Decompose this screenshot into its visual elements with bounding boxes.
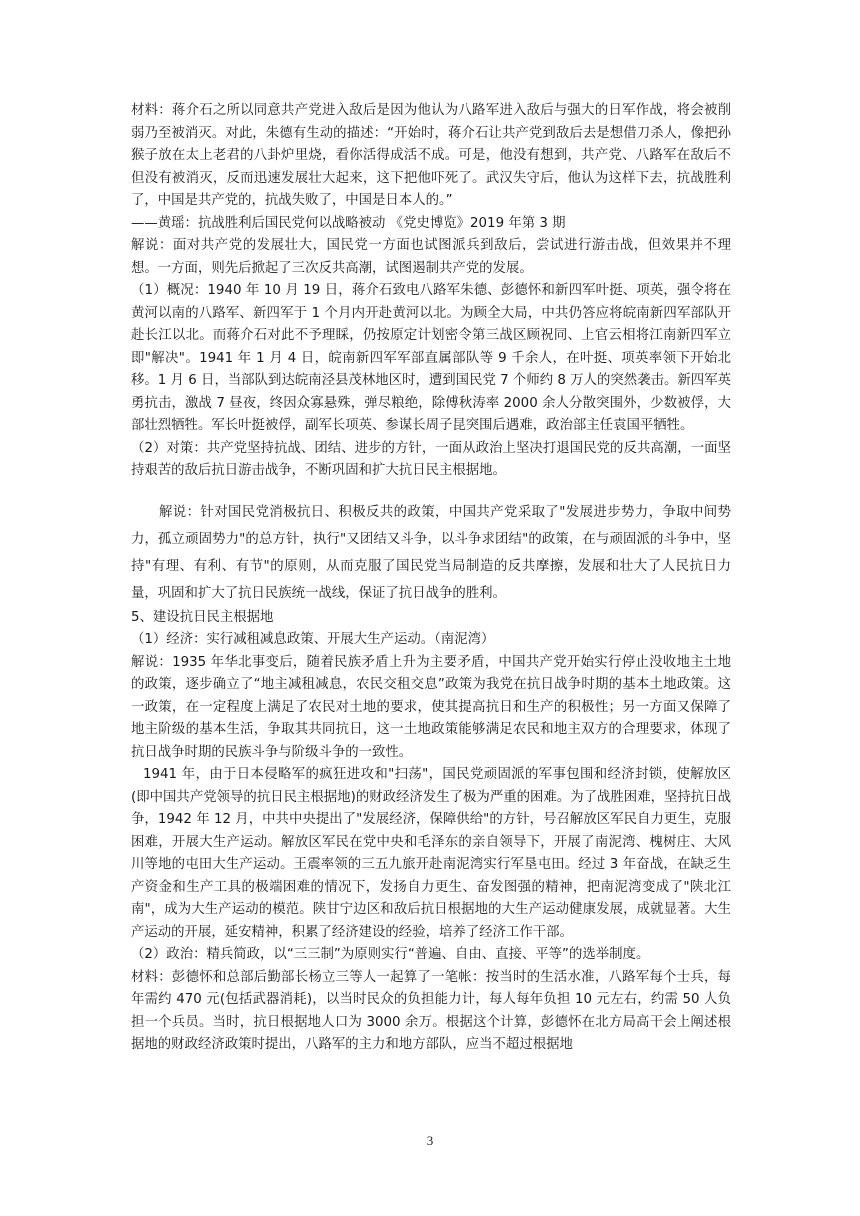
commentary-paragraph-1: 解说：面对共产党的发展壮大，国民党一方面也试图派兵到敌后，尝试进行游击战，但效果并不理想。一方面，则先后掀起了三次反共高潮，试图遏制共产党的发展。 bbox=[131, 238, 731, 276]
countermeasure-paragraph: （2）对策：共产党坚持抗战、团结、进步的方针，一面从政治上坚决打退国民党的反共高潮，一面坚持艰苦的敌后抗日游击战争，不断巩固和扩大抗日民主根据地。 bbox=[131, 440, 731, 478]
paragraph-spacer bbox=[131, 483, 731, 499]
page-body bbox=[131, 100, 731, 1057]
economy-subheading: （1）经济：实行减租减息政策、开展大生产运动。（南泥湾） bbox=[131, 632, 495, 647]
material-paragraph-peng-dehuai: 材料：彭德怀和总部后勤部长杨立三等人一起算了一笔帐：按当时的生活水准，八路军每个士兵，每年需约 470 元(包括武器消耗)，以当时民众的负担能力计，每人每年负担 10 元左右，约需 50 人负担一个兵员。当时，抗日根据地人口为 3000 余万。根据这个计算，彭德怀在北方局高干会上阐述根据地的财政经济政策时提出，八路军的主力和地方部队，应当不超过根据地 bbox=[131, 969, 731, 1052]
section-heading: 5、建设抗日民主根据地 bbox=[131, 609, 274, 625]
production-movement-paragraph: 1941 年，由于日本侵略军的疯狂进攻和"扫荡"，国民党顽固派的军事包围和经济封锁，使解放区(即中国共产党领导的抗日民主根据地)的财政经济发生了极为严重的困难。为了战胜困难，坚持抗日战争，1942 年 12 月，中共中央提出了"发展经济，保障供给"的方针，号召解放区军民自力更生，克服困难，开展大生产运动。解放区军民在党中央和毛泽东的亲自领导下，开展了南泥湾、槐树庄、大风川等地的屯田大生产运动。王震率领的三五九旅开赴南泥湾实行军垦屯田。经过 3 年奋战，在缺乏生产资金和生产工具的极端困难的情况下，发扬自力更生、奋发图强的精神，把南泥湾变成了"陕北江南"，成为大生产运动的模范。陕甘宁边区和敌后抗日根据地的大生产运动健康发展，成就显著。大生产运动的开展，延安精神，积累了经济建设的经验，培养了经济工作干部。 bbox=[131, 767, 731, 940]
politics-subheading: （2）政治：精兵简政，以“三三制”为原则实行“普遍、自由、直接、平等”的选举制度。 bbox=[131, 947, 650, 962]
commentary-paragraph-2: 解说：针对国民党消极抗日、积极反共的政策，中国共产党采取了"发展进步势力，争取中间势力，孤立顽固势力"的总方针，执行"又团结又斗争，以斗争求团结"的政策，在与顽固派的斗争中，坚持"有理、有利、有节"的原则，从而克服了国民党当局制造的反共摩擦，发展和壮大了人民抗日力量，巩固和扩大了抗日民族统一战线，保证了抗日战争的胜利。 bbox=[131, 504, 731, 601]
page-number: 3 bbox=[426, 1133, 434, 1148]
source-citation: ——黄瑶：抗战胜利后国民党何以战略被动 《党史博览》2019 年第 3 期 bbox=[131, 215, 566, 231]
overview-paragraph: （1）概况：1940 年 10 月 19 日，蒋介石致电八路军朱德、彭德怀和新四军叶挺、项英，强令将在黄河以南的八路军、新四军于 1 个月内开赴黄河以北。为顾全大局，中共仍答应将皖南新四军部队开赴长江以北。而蒋介石对此不予理睬，仍按原定计划密令第三战区顾祝同、上官云相将江南新四军立即"解决"。1941 年 1 月 4 日，皖南新四军军部直属部队等 9 千余人，在叶挺、项英率领下开始北移。1 月 6 日，当部队到达皖南泾县茂林地区时，遭到国民党 7 个师约 8 万人的突然袭击。新四军英勇抗击，激战 7 昼夜，终因众寡悬殊，弹尽粮绝，除傅秋涛率 2000 余人分散突围外，少数被俘，大部壮烈牺牲。军长叶挺被俘，副军长项英、参谋长周子昆突围后遇难，政治部主任袁国平牺牲。 bbox=[131, 283, 731, 433]
material-paragraph-zhu-de: 材料：蒋介石之所以同意共产党进入敌后是因为他认为八路军进入敌后与强大的日军作战，将会被削弱乃至被消灭。对此，朱德有生动的描述：“开始时，蒋介石让共产党到敌后去是想借刀杀人，像把孙猴子放在太上老君的八卦炉里烧，看你活得成活不成。可是，他没有想到，共产党、八路军在敌后不但没有被消灭，反而迅速发展壮大起来，这下把他吓死了。武汉失守后，他认为这样下去，抗战胜利了，中国是共产党的，抗战失败了，中国是日本人的。” bbox=[131, 103, 731, 208]
commentary-paragraph-3: 解说：1935 年华北事变后，随着民族矛盾上升为主要矛盾，中国共产党开始实行停止没收地主土地的政策，逐步确立了“地主减租减息，农民交租交息”政策为我党在抗日战争时期的基本土地政策。这一政策，在一定程度上满足了农民对土地的要求，使其提高抗日和生产的积极性；另一方面又保障了地主阶级的基本生活，争取其共同抗日，这一土地政策能够满足农民和地主双方的合理要求，体现了抗日战争时期的民族斗争与阶级斗争的一致性。 bbox=[131, 654, 731, 760]
